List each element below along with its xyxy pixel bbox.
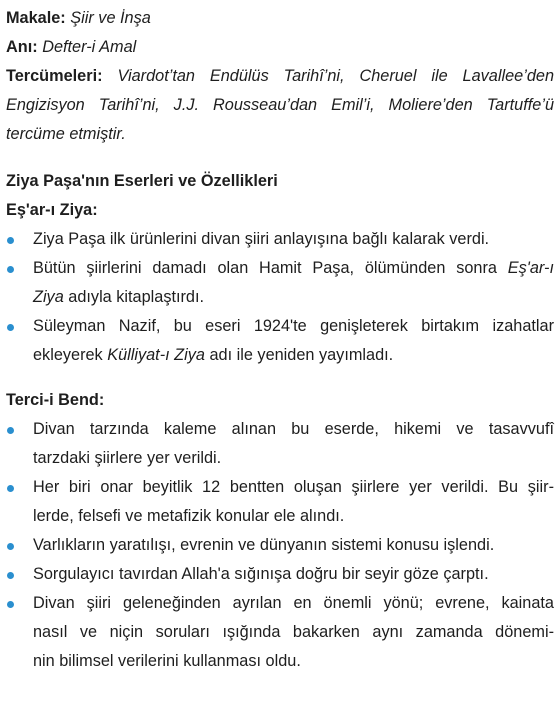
bullet-dot-icon (7, 572, 14, 579)
list-item-text: Süleyman Nazif, bu eseri 1924'te genişleterek birtakım izahatlar (33, 317, 554, 335)
bullet-dot-icon (7, 543, 14, 550)
bullet-dot-icon (7, 601, 14, 608)
makale-line (6, 4, 554, 33)
list-item-text: adıyla kitaplaştırdı. (63, 288, 205, 306)
bullet-dot-icon (7, 237, 14, 244)
list-item-text: Divan tarzında kaleme alınan bu eserde, hikemi ve tasavvufî (33, 420, 554, 438)
eshar-title: Eş'ar-ı Ziya: (6, 201, 98, 219)
list-item-text: nasıl ve niçin soruları ışığında bakarken aynı zamanda dönemi- (33, 623, 554, 641)
eshar-list (6, 225, 554, 370)
list-item (6, 473, 554, 531)
tercume-text-1: Viardot’tan Endülüs Tarihî’ni, Cheruel ile Lavallee’den (117, 67, 554, 85)
list-item-line (33, 283, 554, 312)
list-item-text: Divan şiiri geleneğinden ayrılan en önemli yönü; evrene, kainata (33, 594, 554, 612)
list-item-line (33, 341, 554, 370)
tercume-label: Tercümeleri: (6, 67, 103, 85)
ani-value: Defter-i Amal (42, 38, 137, 56)
bullet-dot-icon (7, 324, 14, 331)
list-item-text: Bütün şiirlerini damadı olan Hamit Paşa, ölümünden sonra (33, 259, 508, 277)
list-item (6, 415, 554, 473)
list-item-line (33, 254, 554, 283)
list-item-text: Ziya Paşa ilk ürünlerini divan şiiri anlayışına bağlı kalarak verdi. (33, 230, 490, 248)
list-item-text: nin bilimsel verilerini kullanması oldu. (33, 652, 301, 670)
list-item (6, 225, 554, 254)
tercume-paragraph (6, 62, 554, 149)
list-item (6, 531, 554, 560)
bullet-dot-icon (7, 266, 14, 273)
bullet-dot-icon (7, 427, 14, 434)
list-item-text: tarzdaki şiirlere yer verildi. (33, 449, 222, 467)
book-title-part: Eş'ar-ı (507, 259, 554, 277)
tercume-line-2: Engizisyon Tarihî’ni, J.J. Rousseau’dan Emil’i, Moliere’den Tartuffe’ü (6, 96, 554, 114)
ani-line (6, 33, 554, 62)
tercume-line-1 (6, 62, 554, 91)
list-item (6, 254, 554, 312)
list-item-text: ekleyerek (33, 346, 108, 364)
list-item-text: Her biri onar beyitlik 12 bentten oluşan şiirlere yer verildi. Bu şiir- (33, 478, 554, 496)
ani-label: Anı: (6, 38, 38, 56)
makale-value: Şiir ve İnşa (70, 9, 151, 27)
section-title: Ziya Paşa'nın Eserleri ve Özellikleri (6, 172, 278, 190)
list-item (6, 589, 554, 676)
list-item-text: Varlıkların yaratılışı, evrenin ve dünyanın sistemi konusu işlendi. (33, 536, 495, 554)
book-title-part: Ziya (33, 288, 64, 306)
tercume-line-3: tercüme etmiştir. (6, 125, 126, 143)
makale-label: Makale: (6, 9, 66, 27)
list-item (6, 560, 554, 589)
list-item-text: adı ile yeniden yayımladı. (204, 346, 394, 364)
terci-title: Terci-i Bend: (6, 391, 105, 409)
list-item-text: lerde, felsefi ve metafizik konular ele alındı. (33, 507, 345, 525)
list-item-text: Sorgulayıcı tavırdan Allah'a sığınışa doğru bir seyir göze çarptı. (33, 565, 489, 583)
terci-list (6, 415, 554, 676)
bullet-dot-icon (7, 485, 14, 492)
book-title: Külliyat-ı Ziya (107, 346, 205, 364)
list-item (6, 312, 554, 370)
